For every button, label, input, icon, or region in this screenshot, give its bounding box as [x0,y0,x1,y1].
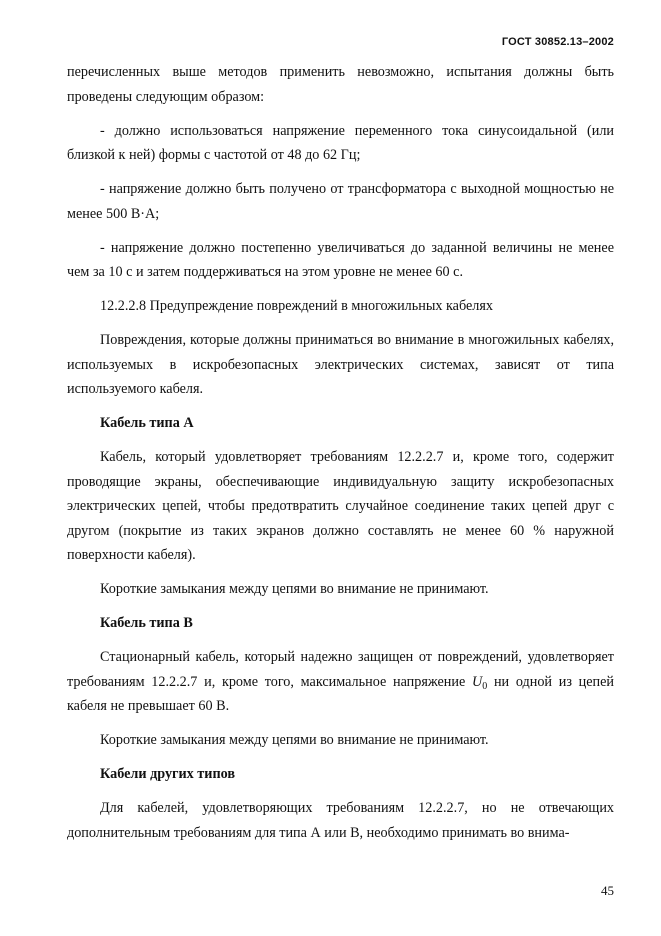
paragraph-short-circuit-a: Короткие замыкания между цепями во внимание не принимают. [100,581,489,597]
section-heading-12-2-2-8: 12.2.2.8 Предупреждение повреждений в многожильных кабелях [100,298,493,314]
heading-cable-type-a: Кабель типа А [100,415,194,431]
voltage-subscript: 0 [482,680,488,692]
voltage-symbol: U [472,673,483,690]
text-segment: Стационарный кабель, который надежно защищен от повреждений, удовлетворяет требованиям 12.2.2.7 и, кроме того, максимальное напряжение [67,649,614,690]
paragraph-short-circuit-b: Короткие замыкания между цепями во внимание не принимают. [100,732,489,748]
document-header: ГОСТ 30852.13–2002 [501,36,614,48]
list-item-transformer: - напряжение должно быть получено от трансформатора с выходной мощностью не менее 500 В·А; [67,181,614,222]
paragraph-intro: перечисленных выше методов применить невозможно, испытания должны быть проведены следующим образом: [67,64,614,105]
paragraph-cable-type-b [67,645,614,719]
heading-cable-type-b: Кабель типа В [100,615,193,631]
page-number: 45 [601,883,614,898]
paragraph-damage: Повреждения, которые должны приниматься во внимание в многожильных кабелях, используемых в искробезопасных электрических системах, зависят от типа используемого кабеля. [67,332,614,397]
list-item-voltage-increase: - напряжение должно постепенно увеличиваться до заданной величины не менее чем за 10 с и затем поддерживаться на этом уровне не менее 60 с. [67,239,614,280]
heading-other-cables: Кабели других типов [100,766,236,782]
page-body [67,60,614,855]
text-segment: ни одной из цепей кабеля не превышает 60 В. [67,673,615,714]
paragraph-other-cables: Для кабелей, удовлетворяющих требованиям 12.2.2.7, но не отвечающих дополнительным требованиям для типа А или В, необходимо принимать во внима- [67,800,614,841]
paragraph-cable-type-a: Кабель, который удовлетворяет требованиям 12.2.2.7 и, кроме того, содержит проводящие экраны, обеспечивающие индивидуальную защиту искробезопасных электрических цепей, чтобы предотвратить случайное соединение таких цепей друг с другом (покрытие из таких экранов должно составлять не менее 60 % наружной поверхности кабеля). [67,449,614,563]
list-item-ac-voltage: - должно использоваться напряжение переменного тока синусоидальной (или близкой к ней) формы с частотой от 48 до 62 Гц; [67,122,614,163]
